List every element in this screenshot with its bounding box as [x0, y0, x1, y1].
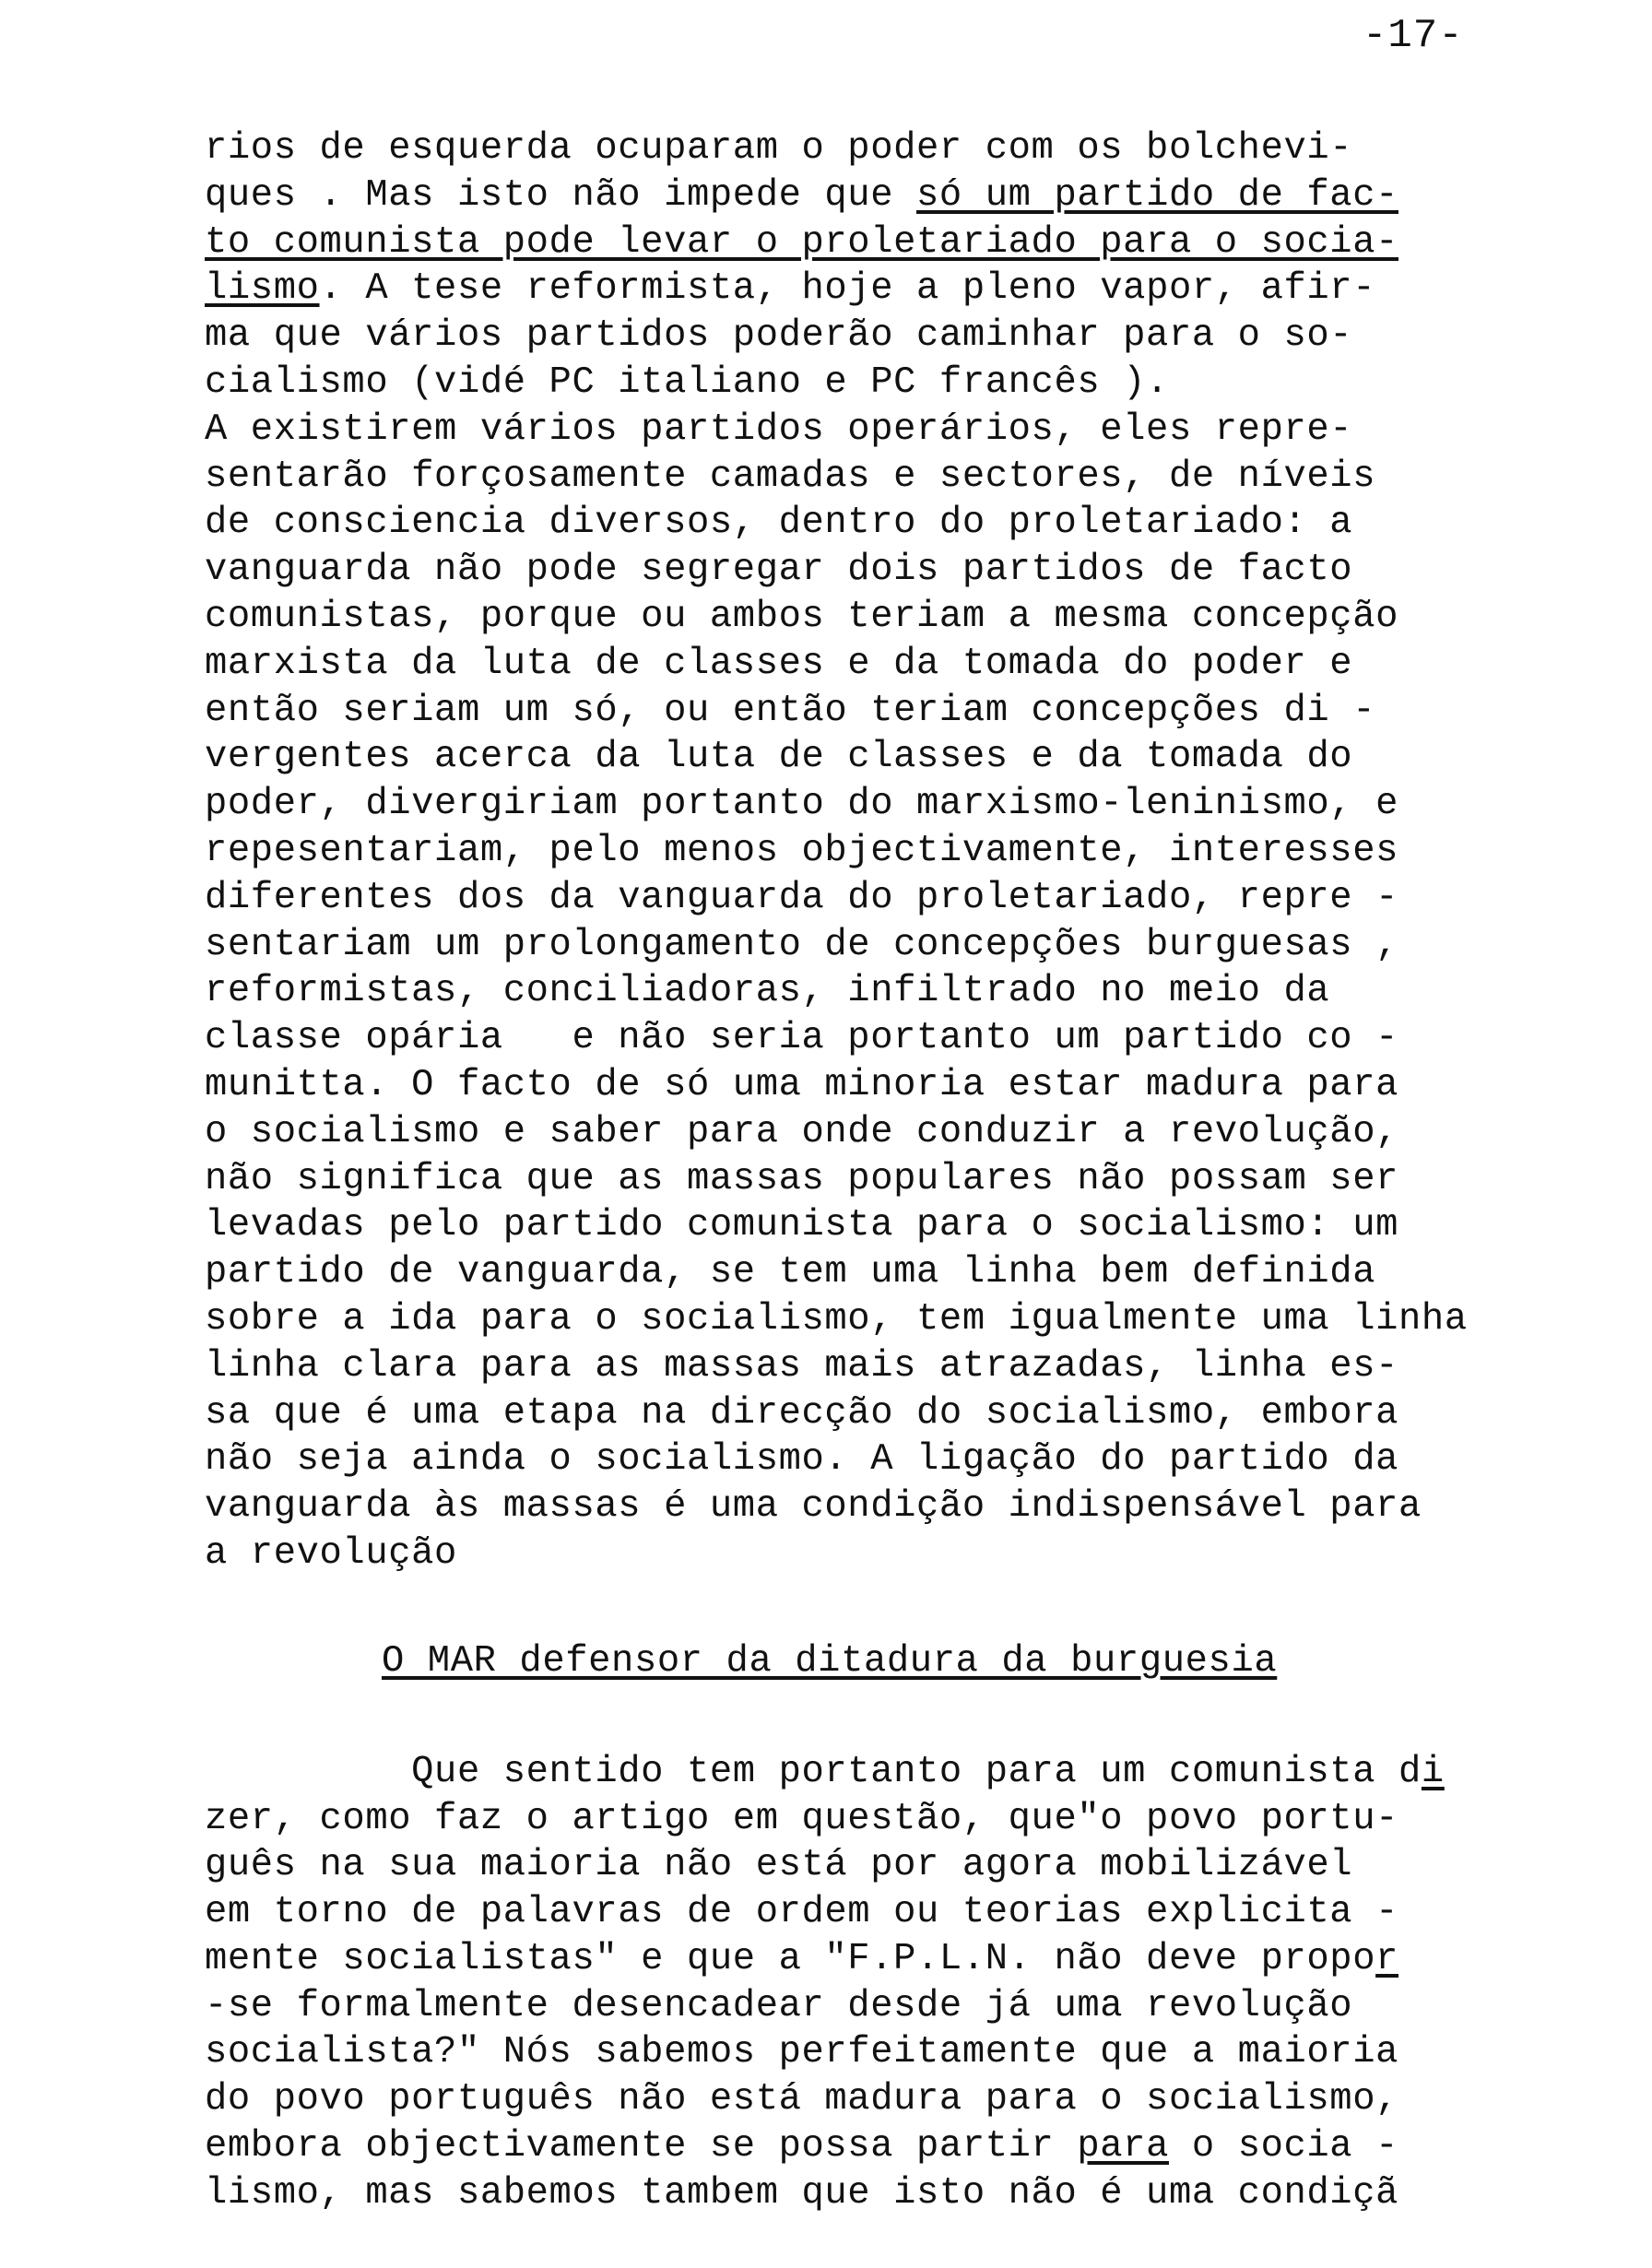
text-line: guês na sua maioria não está por agora mobilizável	[205, 1844, 1353, 1887]
text-line: sentarão forçosamente camadas e sectores, de níveis	[205, 455, 1376, 498]
underlined-text: para	[1077, 2125, 1169, 2168]
text-line: marxista da luta de classes e da tomada do poder e	[205, 642, 1353, 685]
text-line: ma que vários partidos poderão caminhar para o so-	[205, 314, 1353, 358]
text-line: de consciencia diversos, dentro do proletariado: a	[205, 502, 1353, 545]
text-line: diferentes dos da vanguarda do proletariado, repre -	[205, 876, 1399, 919]
text-line: poder, divergiriam portanto do marxismo-leninismo, e	[205, 783, 1399, 826]
text-line: A existirem vários partidos operários, eles repre-	[205, 408, 1353, 451]
text-segment: o socia -	[1168, 2125, 1399, 2168]
text-segment: embora objectivamente se possa partir	[205, 2125, 1078, 2168]
text-line: sentariam um prolongamento de concepções burguesas ,	[205, 923, 1399, 966]
text-line: socialista?" Nós sabemos perfeitamente que a maioria	[205, 2031, 1399, 2074]
text-line: partido de vanguarda, se tem uma linha bem definida	[205, 1251, 1376, 1294]
section-heading: O MAR defensor da ditadura da burguesia	[382, 1639, 1278, 1683]
spacer	[205, 1684, 1624, 1749]
text-line: a revolução	[205, 1531, 457, 1575]
page-number: -17-	[1363, 13, 1464, 59]
underlined-text: r	[1375, 1937, 1399, 1980]
text-line: zer, como faz o artigo em questão, que"o povo portu-	[205, 1797, 1399, 1840]
text-line: lismo, mas sabemos tambem que isto não é uma condiçã	[205, 2171, 1399, 2215]
text-line: sa que é uma etapa na direcção do socialismo, embora	[205, 1391, 1399, 1435]
text-segment: ques . Mas isto não impede que	[205, 173, 917, 217]
text-line	[205, 172, 1624, 219]
underlined-text: só um partido de fac-	[916, 173, 1399, 217]
text-line: vergentes acerca da luta de classes e da tomada do	[205, 736, 1353, 779]
text-line: sobre a ida para o socialismo, tem igualmente uma linha	[205, 1297, 1468, 1341]
text-segment: . A tese reformista, hoje a pleno vapor, afir-	[319, 267, 1376, 311]
text-line: do povo português não está madura para o socialismo,	[205, 2078, 1399, 2121]
text-line: vanguarda às massas é uma condição indispensável para	[205, 1485, 1422, 1529]
text-line: o socialismo e saber para onde conduzir a revolução,	[205, 1110, 1399, 1153]
underlined-text: i	[1421, 1750, 1445, 1793]
text-line: levadas pelo partido comunista para o socialismo: um	[205, 1204, 1399, 1247]
text-segment: -	[1329, 127, 1353, 170]
text-line: reformistas, conciliadoras, infiltrado no meio da	[205, 970, 1330, 1013]
text-line: repesentariam, pelo menos objectivamente, interesses	[205, 829, 1399, 872]
text-line: munitta. O facto de só uma minoria estar madura para	[205, 1063, 1399, 1106]
text-line: -se formalmente desencadear desde já uma revolução	[205, 1984, 1353, 2027]
text-line	[205, 1936, 1624, 1983]
underlined-line: to comunista pode levar o proletariado para o socia-	[205, 220, 1399, 264]
text-line: vanguarda não pode segregar dois partidos de facto	[205, 549, 1353, 592]
text-segment: Que sentido tem portanto para um comunista d	[205, 1750, 1422, 1793]
text-line: cialismo (vidé PC italiano e PC francês ).	[205, 360, 1169, 404]
text-segment: mente socialistas" e que a "F.P.L.N. não deve propo	[205, 1937, 1376, 1980]
text-line	[205, 1749, 1624, 1796]
text-segment: rios de esquerda ocuparam o poder com os bolchevi	[205, 127, 1330, 170]
text-line: em torno de palavras de ordem ou teorias explicita -	[205, 1891, 1399, 1934]
text-line	[205, 125, 1624, 172]
spacer	[205, 1577, 1624, 1638]
text-line	[205, 266, 1624, 313]
text-line: classe opária e não seria portanto um partido co -	[205, 1017, 1399, 1060]
underlined-text: lismo	[205, 267, 320, 311]
text-line: não seja ainda o socialismo. A ligação do partido da	[205, 1438, 1399, 1482]
text-line: comunistas, porque ou ambos teriam a mesma concepção	[205, 595, 1399, 638]
text-line: linha clara para as massas mais atrazadas, linha es-	[205, 1344, 1399, 1388]
text-line: então seriam um só, ou então teriam concepções di -	[205, 689, 1376, 732]
body-text	[205, 125, 1624, 2217]
text-line	[205, 2123, 1624, 2170]
text-line: não significa que as massas populares não possam ser	[205, 1157, 1399, 1200]
